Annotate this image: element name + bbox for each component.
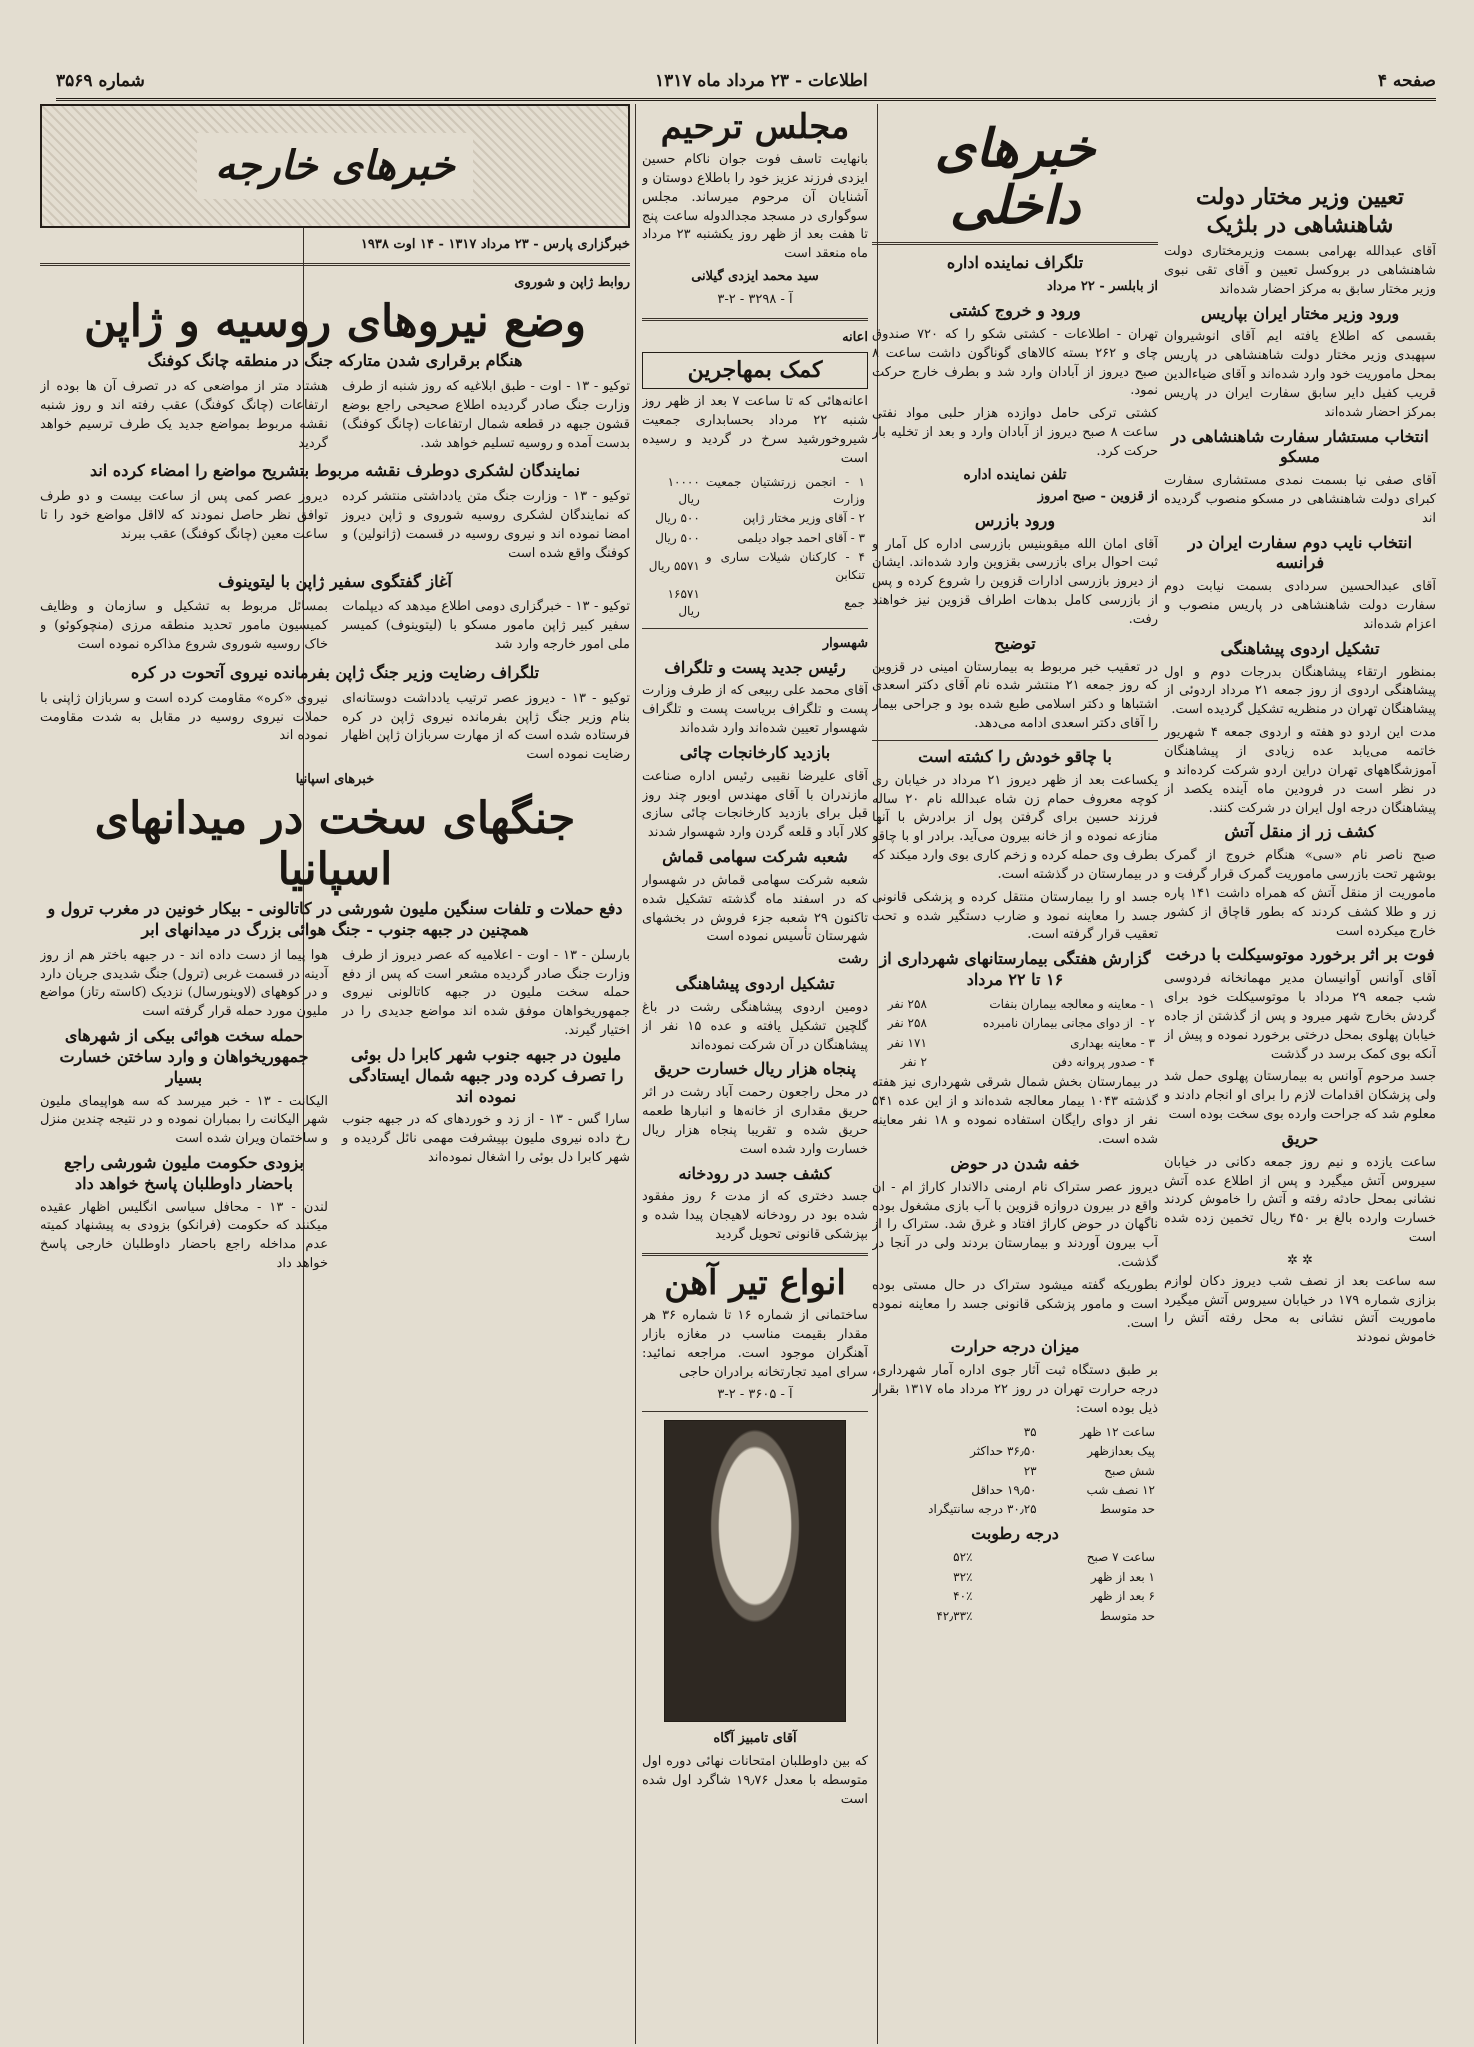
table-row [642,548,868,585]
article-text: بقسمی که اطلاع یافته ایم آقای انوشیروان سپهبدی وزیر مختار دولت شاهنشاهی در پاریس بمحل ماموریت خود وارد شده‌اند و آقای ضیاءالدین قریب کفیل دایر سابق سفارت ایران در پاریس بمرکز احضار شده‌اند [1164,329,1436,420]
table-row [872,1548,1158,1567]
article-text: در محل راجعون رحمت آباد رشت در اثر حریق مقداری از خانه‌ها و انبارها طعمه حریق شده و تقریبا پنجاه هزار ریال خسارت وارد شده است [642,1085,868,1157]
section-tag: رشت [838,952,868,968]
table-cell: ساعت ۷ صبح [1086,1550,1155,1565]
table-cell: ۵۵۷۱ ریال [648,558,700,573]
headline: خفه شدن در حوض [950,1153,1080,1173]
article-text: آقای صفی نیا بسمت نمدی مستشاری سفارت کبرای دولت شاهنشاهی در مسکو منصوب گردیده اند [1164,473,1436,526]
table-row [872,1442,1158,1461]
rule [872,242,1158,245]
article-body [40,688,630,769]
rule [642,1411,868,1412]
article-text: جسد او را بیمارستان منتقل کرده و پزشکی قانونی جسد را معاینه نمود و ضارب دستگیر شده و تحت تعقیب قرار گرفته است. [872,889,1158,943]
article-text: الیکانت - ۱۳ - خبر میرسد که سه هواپیمای ملیون شهر الیکانت را بمباران نموده و در نتیجه چندین منزل و ساختمان ویران شده است [40,1093,328,1147]
article-text: نیروی «کره» مقاومت کرده است و سربازان ژاپنی با حملات نیروی روسیه در مقابل به شدت مقاومت نموده اند [40,690,328,744]
article-text: دیروز عصر ستراک نام ارمنی دالاندار کاراژ ام - ان واقع در بیرون دروازه قزوین با آب بازی مشغول بوده ناگهان در حوض کاراژ افتاد و غرق شد. ستراک را از آب بیرون آوردند و بیمارستان بردند ولی در آنجا در گذشت. [872,1179,1158,1271]
table-cell: ۲۵۸ نفر [887,1016,927,1031]
table-row [872,1053,1158,1072]
table-cell: ۵۰۰ ریال [655,530,700,545]
hospital-stats-table [872,995,1158,1073]
table-row [872,1462,1158,1481]
table-row [872,1587,1158,1606]
article-text: آقای امان الله میقوبنیس بازرسی اداره کل آمار و ثبت احوال برای بازرسی بقزوین وارد شده‌اند. ایشان از دیروز بازرسی ادارات قزوین را شروع کرده و پس از بازرسی کامل بدهات اطراف قزوین نیز خواهند رفت. [872,536,1158,627]
table-row [872,1568,1158,1587]
subhead: دفع حملات و تلفات سنگین ملیون شورشی در کاتالونی - بیکار خونین در مغرب ترول و همچنین در جبهه جنوب - جنگ هوائی بزرگ در میدانهای ابر [47,899,623,939]
article-text: آقای آوانس آوانیسان مدیر مهمانخانه فردوسی شب جمعه ۲۹ مرداد با موتوسیکلت خود برای گردش بخارج شهر میرود و پس از گذشتن از جاده خیابان پهلوی بمحل درختی برخورد نموده و پیش از آنکه بوی کمک برسد در گذشت [1164,971,1436,1062]
rule [642,628,868,629]
table-cell: ۳۶٫۵۰ حداکثر [970,1444,1037,1459]
foreign-news-banner [40,104,630,228]
notice-title: مجلس ترحیم [660,107,850,147]
article-text: آقای علیرضا نقیبی رئیس اداره صناعت مازندران با آقای مهندس اوبور چند روز قبل برای بازدید کارخانجات چائی سازی کلار آباد و قلعه گردن وارد شهسوار شدند [642,768,868,841]
ad-text: ساختمانی از شماره ۱۶ تا شماره ۳۶ هر مقدار بقیمت مناسب در مغازه بازار آهنگران موجود است. مراجعه نمائید: سرای امید تجارتخانه برادران حاجی [642,1307,868,1380]
article-body [40,486,630,567]
table-row [872,1423,1158,1442]
article-text: هوا پیما از دست داده اند - در جبهه باختر هم از روز آدینه در قسمت غربی (ترول) جنگ شدیدی جریان دارد و در کوههای (لاوینورسال) نزدیک (کاسته رتاز) مواضع ملیون مورد حمله قرار گرفته است [40,947,328,1020]
headline: بازدید کارخانجات چائی [679,742,831,762]
section-tag: روابط ژاپن و شوروی [514,274,630,290]
notice-signature: سید محمد ایزدی گیلانی [691,269,819,285]
article-text: صبح ناصر نام «سی» هنگام خروج از گمرک بوشهر تحت بازرسی ماموریت گمرک قرار گرفت و ماموریت از منقل آتش که همراه داشت ۱۴۱ پاره زر و طلا کشف کردند که بطور قاچاق از کشور خارج میکرده است [1164,848,1436,939]
table-cell: ۲ - آقای وزیر مختار ژاپن [742,511,865,526]
headline: وضع نیروهای روسیه و ژاپن [83,295,587,347]
foreign-news-column [40,104,630,2044]
headline: نمایندگان لشکری دوطرف نقشه مربوط بتشریح مواضع را امضاء کرده اند [89,461,581,481]
headline: با چاقو خودش را کشته است [918,746,1112,766]
column-rule [635,104,636,2044]
article-text: یکساعت بعد از ظهر دیروز ۲۱ مرداد در خیابان ری کوچه معروف حمام زن شاه عبدالله نام ۲۰ ساله فرزند حسین برای گرفتن پول از برادرش با آنها منازعه نموده و از خانه بیرون می‌آید. برادر او با چاقو بطرف وی حمله کرده و زخم کاری بوی وارد میکند که در بیمارستان در گذشته است. [872,772,1158,882]
headline: بزودی حکومت ملیون شورشی راجع باحضار داوطلبان پاسخ خواهد داد [64,1153,304,1193]
table-cell: حد متوسط [1099,1608,1155,1623]
article-text: تهران - اطلاعات - کشتی شکو را که ۷۲۰ صندوق چای و ۲۶۲ بسته کالاهای گوناگون داشت ساعت ۸ صبح دیروز از آبادان وارد شد و بطرف خارج حرکت نمود. [872,326,1158,399]
table-cell: ۱۰۰۰۰ ریال [667,474,700,506]
section-banner: خبرهای خارجه [197,133,473,199]
table-cell: پیک بعدازظهر [1087,1444,1155,1459]
article-text: آقای محمد علی ربیعی که از طرف وزارت پست و تلگراف بریاست پست و تلگراف شهسوار تعیین شده‌اند وارد شده‌اند [642,683,868,737]
domestic-news-column [872,104,1158,2044]
rule [872,740,1158,741]
table-cell: ۴۲٫۳۳٪ [936,1608,973,1623]
headline: درجه رطوبت [971,1523,1059,1543]
table-cell: ۲۵۸ نفر [887,996,927,1011]
article-text: آقای عبدالله بهرامی بسمت وزیرمختاری دولت شاهنشاهی در بروکسل تعیین و آقای تقی نبوی وزیر مختار سابق به مرکز احضار شده‌اند [1164,244,1436,297]
headline: انتخاب نایب دوم سفارت ایران در فرانسه [1187,532,1413,573]
photo-caption: آقای تامبیز آگاه [713,1731,797,1747]
notices-column [642,104,868,2044]
table-cell: ۱۶۵۷۱ ریال [667,586,700,619]
article-text: بر طبق دستگاه ثبت آثار جوی اداره آمار شهرداری، درجه حرارت تهران در روز ۲۲ مرداد ماه ۱۳۱۷ بقرار ذیل بوده است: [872,1363,1158,1416]
article-text: بمسائل مربوط به تشکیل و سازمان و وظایف کمیسیون مامور تحدید منطقه مرزی (منچوکوئو) و خاک روسیه شوروی شروع مذاکره نموده است [40,599,328,653]
table-row [872,1014,1158,1033]
rule [642,1253,868,1256]
article-text: سه ساعت بعد از نصف شب دیروز دکان لوازم بزازی شماره ۱۷۹ در خیابان سیروس آتش میگیرد ماموریت آتش نشانی به محل رفته آتش را خاموش نمودند [1164,1273,1436,1346]
article-text: توکیو - ۱۳ - اوت - طبق ابلاغیه که روز شنبه از طرف وزارت جنگ صادر گردیده اطلاع صحیحی راجع بوضع قشون جبهه در قطعه شمال ارتفاعات (چانگ کوفنگ) بدست آمده و روسیه تسلیم خواهد شد. [342,379,630,451]
notice-text: بانهایت تاسف فوت جوان ناکام حسین ایزدی فرزند عزیز خود را باطلاع دوستان و آشنایان آن مرحوم میرساند. مجلس سوگواری در مسجد مجدالدوله ساعت پنج تا هفت بعد از ظهر روز یکشنبه ۲۳ مرداد ماه منعقد است [642,152,868,262]
table-cell: ۶ بعد از ظهر [1090,1589,1155,1604]
masthead-date: اطلاعات - ۲۳ مرداد ماه ۱۳۱۷ [654,71,868,91]
headline: رئیس جدید پست و تلگراف [664,657,846,677]
article-text: هشتاد متر از مواضعی که در تصرف آن ها بوده از ارتفاعات (چانگ کوفنگ) عقب رفته اند و روز شنبه نقشه مربوط بمواضع جدید یک طرف ترسیم خواهد گردید [40,379,328,451]
table-row [872,1607,1158,1626]
headline: جنگهای سخت در میدانهای اسپانیا [94,792,576,895]
table-cell: ۱۹٫۵۰ حداقل [971,1482,1037,1497]
table-cell: ۴۰٪ [953,1589,973,1604]
article-text: بارسلن - ۱۳ - اوت - اعلامیه که عصر دیروز از طرف وزارت جنگ صادر گردیده مشعر است که پس از دفع حمله سخت ملیون در جبهه کاتالونی نیروی جمهوریخواهان موفق شده اند مواضع جدیدی را در اختیار گیرند. [342,947,630,1039]
table-row [872,1481,1158,1500]
table-row [642,509,868,528]
table-row [872,1034,1158,1053]
article-body [40,376,630,457]
table-row [642,585,868,622]
issue-number: شماره ۳۵۶۹ [56,71,145,91]
caption-text: که بین داوطلبان امتحانات نهائی دوره اول متوسطه با معدل ۱۹٫۷۶ شاگرد اول شده است [642,1754,868,1807]
table-cell: ۲ نفر [900,1055,927,1070]
table-cell: ۱ بعد از ظهر [1090,1569,1155,1584]
ad-code: آ - ۳۲۹۸ - ۲-۳ [717,292,793,307]
table-cell: حد متوسط [1099,1502,1155,1517]
separator-ornament: ✲ ✲ [1287,1252,1313,1268]
subhead: تلفن نماینده اداره [963,466,1067,483]
article-text: توکیو - ۱۳ - وزارت جنگ متن یادداشتی منتشر کرده که نمایندگان لشکری روسیه شوروی و ژاپن دیروز امضا نموده اند و نیروی روسیه در قسمت (ژانولین) و کوفنگ واقع شده است [342,489,630,561]
subhead: هنگام برقراری شدن متارکه جنگ در منطقه چانگ کوفنگ [147,351,523,371]
table-cell: ۱ - معاینه و معالجه بیماران بنفات [989,996,1155,1011]
table-cell: ۵۲٪ [953,1550,973,1565]
headline: کشف جسد در رودخانه [678,1163,832,1183]
headline: میزان درجه حرارت [950,1337,1080,1357]
article-text: توکیو - ۱۳ - دیروز عصر ترتیب یادداشت دوستانه‌ای بنام وزیر جنگ ژاپن بفرمانده نیروی ژاپن در کره فرستاده شده است که از مهارت سربازان ژاپن اظهار رضایت نموده است [342,690,630,763]
headline: کشف زر از منقل آتش [1224,822,1376,842]
headline: تشکیل اردوی پیشاهنگی [675,974,835,994]
table-cell: جمع [844,595,865,610]
article-text: مدت این اردو دو هفته و اردوی جمعه ۴ شهریور خاتمه می‌یابد عده زیادی از پیشاهنگان آموزشگاههای تهران دراین اردو شرکت کرده‌اند و در نظر است در فرودین ماه آینده یکصد از پیشاهنگان درجه اول ایران در شرکت کنند. [1164,725,1436,816]
table-cell: ۱۷۱ نفر [887,1035,927,1050]
article-text: بطوریکه گفته میشود ستراک در حال مستی بوده است و مامور پزشکی قانونی جسد را معاینه نموده است. [872,1277,1158,1331]
table-cell: ساعت ۱۲ ظهر [1080,1424,1155,1439]
dateline: از قزوین - صبح امروز [1037,488,1158,504]
rule [40,263,630,266]
headline: تلگراف رضایت وزیر جنگ ژاپن بفرمانده نیروی آتحوت در کره [130,662,540,682]
article-text: کشتی ترکی حامل دوازده هزار حلبی مواد نفتی ساعت ۸ صبح دیروز از آبادان وارد و بعد از تخلیه بار حرکت کرد. [872,406,1158,459]
table-cell: ۳۰٫۲۵ درجه سانتیگراد [928,1502,1037,1517]
article-text: در تعقیب خبر مربوط به بیمارستان امینی در قزوین که روز جمعه ۲۱ منتشر شده نام آقای دکتر اسعدی اشتباها و دکتر اسلامی طبع شده بود و جراحی بیمار را آقای دکتر اسعدی ادامه می‌دهد. [872,659,1158,732]
headline: کمک بمهاجرین [642,352,868,390]
headline: ورود وزیر مختار ایران بپاریس [1200,303,1400,323]
headline: ملیون در جبهه جنوب شهر کابرا دل بوئی را تصرف کرده ودر جبهه شمال ایستادگی نموده اند [348,1044,624,1106]
article-text: بمنظور ارتقاء پیشاهنگان بدرجات دوم و اول پیشاهنگی اردوی از روز جمعه ۲۱ مرداد اردوئی از پیشاهنگان تهران در منظریه تشکیل گردیده است. [1164,664,1436,718]
page-header [56,64,1436,101]
headline: آغاز گفتگوی سفیر ژاپن با لیتوینوف [218,571,452,591]
table-cell: ۵۰۰ ریال [655,511,700,526]
dateline: خبرگزاری پارس - ۲۳ مرداد ۱۳۱۷ - ۱۴ اوت ۱۹۳۸ [360,237,630,252]
headline: شعبه شرکت سهامی قماش [662,847,848,867]
table-row [872,995,1158,1014]
article-text: جسد دختری که از مدت ۶ روز مفقود شده بود در رودخانه لاهیجان پیدا شده و بپزشکی قانونی تحویل گردید [642,1189,868,1243]
article-text: توکیو - ۱۳ - خبرگزاری دومی اطلاع میدهد که دیپلمات سفیر کبیر ژاپن مامور مسکو با (لیتوینوف) کمیسر ملی امور خارجه وارد شد [342,599,630,653]
article-text: لندن - ۱۳ - محافل سیاسی انگلیس اظهار عقیده میکنند که حکومت (فرانکو) بزودی به پیشنهاد کمیته عدم مداخله راجع باحضار داوطلبان خارجی پاسخ خواهد داد [40,1199,328,1272]
article-text: در بیمارستان بخش شمال شرقی شهرداری نیز هفته گذشته ۱۰۴۳ بیمار معالجه شده‌اند و از این عده ۵۴۱ نفر از دوای رایگان استفاده نموده و ۱۸ نفر معاینه شده است. [872,1075,1158,1148]
headline: ورود و خروج کشتی [949,301,1081,321]
article-text: ساعت یازده و نیم روز جمعه دکانی در خیابان سیروس آتش میگیرد و پس از اطلاع عده آتش نشانی بمحل حادثه رفته و آتش را خاموش کردند خسارت وارده بالغ بر ۴۵۰ ریال تخمین زده شده است [1164,1154,1436,1246]
headline: گزارش هفتگی بیمارستانهای شهرداری از ۱۶ تا ۲۲ مرداد [879,949,1151,990]
table-row [642,529,868,548]
table-cell: ۲۳ [1023,1463,1037,1478]
table-cell: ۳ - معاینه بهداری [1070,1035,1155,1050]
headline: تشکیل اردوی پیشاهنگی [1220,638,1380,658]
subhead: تلگراف نماینده اداره [946,253,1084,273]
headline: تعیین وزیر مختار دولت شاهنشاهی در بلژیک [1196,184,1404,238]
article-text: جسد مرحوم آوانس به بیمارستان پهلوی حمل شد ولی پزشکان اقدامات لازم را برای او انجام دادند و معلوم شد که جراحت وارده بوی سخت بوده است [1164,1069,1436,1123]
dateline: از بابلسر - ۲۲ مرداد [1047,279,1158,295]
table-cell: ۴ - صدور پروانه دفن [1052,1055,1155,1070]
headline: حریق [1281,1128,1319,1148]
headline: پنجاه هزار ریال خسارت حریق [654,1059,856,1079]
temperature-table [872,1423,1158,1520]
table-row [872,1500,1158,1519]
rule [642,318,868,321]
page-number: صفحه ۴ [1377,71,1436,91]
table-cell: ۳ - آقای احمد جواد دیلمی [737,530,865,545]
section-tag: شهسوار [822,635,868,651]
section-tag: اعانه [842,329,868,345]
headline: حمله سخت هوائی بیکی از شهرهای جمهوریخواهان و وارد ساختن خسارت بسیار [59,1026,309,1087]
article-text: شعبه شرکت سهامی قماش در شهسوار که در اسفند ماه گذشته تشکیل شده تاکنون ۲۹ شعبه جزء فروش در بخشهای شهرستان تأسیس نموده است [642,872,868,945]
article-text: سارا گس - ۱۳ - از زد و خوردهای که در جبهه جنوب رخ داده نیروی ملیون بپیشرفت مهمی نائل گردیده و شهر کابرا دل بوئی را اشغال نموده‌اند [342,1112,630,1166]
article-text: دومین اردوی پیشاهنگی رشت در باغ گلچین تشکیل یافته و عده ۱۵ نفر از پیشاهنگان در آن شرکت نموده‌اند [642,999,868,1053]
section-banner: خبرهای داخلی [934,118,1096,237]
section-tag: خبرهای اسپانیا [295,772,375,788]
article-text: اعانه‌هائی که تا ساعت ۷ بعد از ظهر روز شنبه ۲۲ مرداد بحسابداری جمعیت شیروخورشید سرخ در گردید و رسیده است [642,394,868,466]
table-cell: ۱ - انجمن زرتشتیان جمعیت وزارت [705,474,865,506]
table-cell: ۴ - کارکنان شیلات ساری و تنکابن [705,550,865,582]
headline: ورود بازرس [974,510,1056,530]
article-text: آقای عبدالحسین سردادی بسمت نیابت دوم سفارت دولت شاهنشاهی در پاریس منصوب و اعزام شده‌اند [1164,579,1436,632]
table-row [642,473,868,510]
headline: انتخاب مستشار سفارت شاهنشاهی در مسکو [1171,426,1429,467]
ad-title: انواع تیر آهن [664,1262,846,1303]
table-cell: ۲ - ‌ از دوای مجانی بیماران نامبرده [982,1016,1155,1031]
table-cell: ۳۲٪ [953,1569,973,1584]
table-cell: ۱۲ نصف شب [1086,1482,1155,1497]
headline: فوت بر اثر برخورد موتوسیکلت با درخت [1165,945,1435,965]
donations-table [642,473,868,622]
portrait-photo [664,1420,846,1722]
article-body [40,945,630,1278]
article-body [40,596,630,659]
headline: توضیح [994,633,1036,653]
table-cell: ۳۵ [1023,1424,1037,1439]
domestic-briefs-column [1164,104,1436,2044]
ad-code: آ - ۳۶۰۵ - ۲-۳ [717,1387,793,1403]
humidity-table [872,1548,1158,1626]
article-text: دیروز عصر کمی پس از ساعت بیست و دو طرف توافق نظر حاصل نمودند که لااقل مواضع خود را تا ساعت معین (چانگ کوفنگ) عقب ببرند [40,489,328,542]
table-cell: شش صبح [1104,1463,1155,1478]
